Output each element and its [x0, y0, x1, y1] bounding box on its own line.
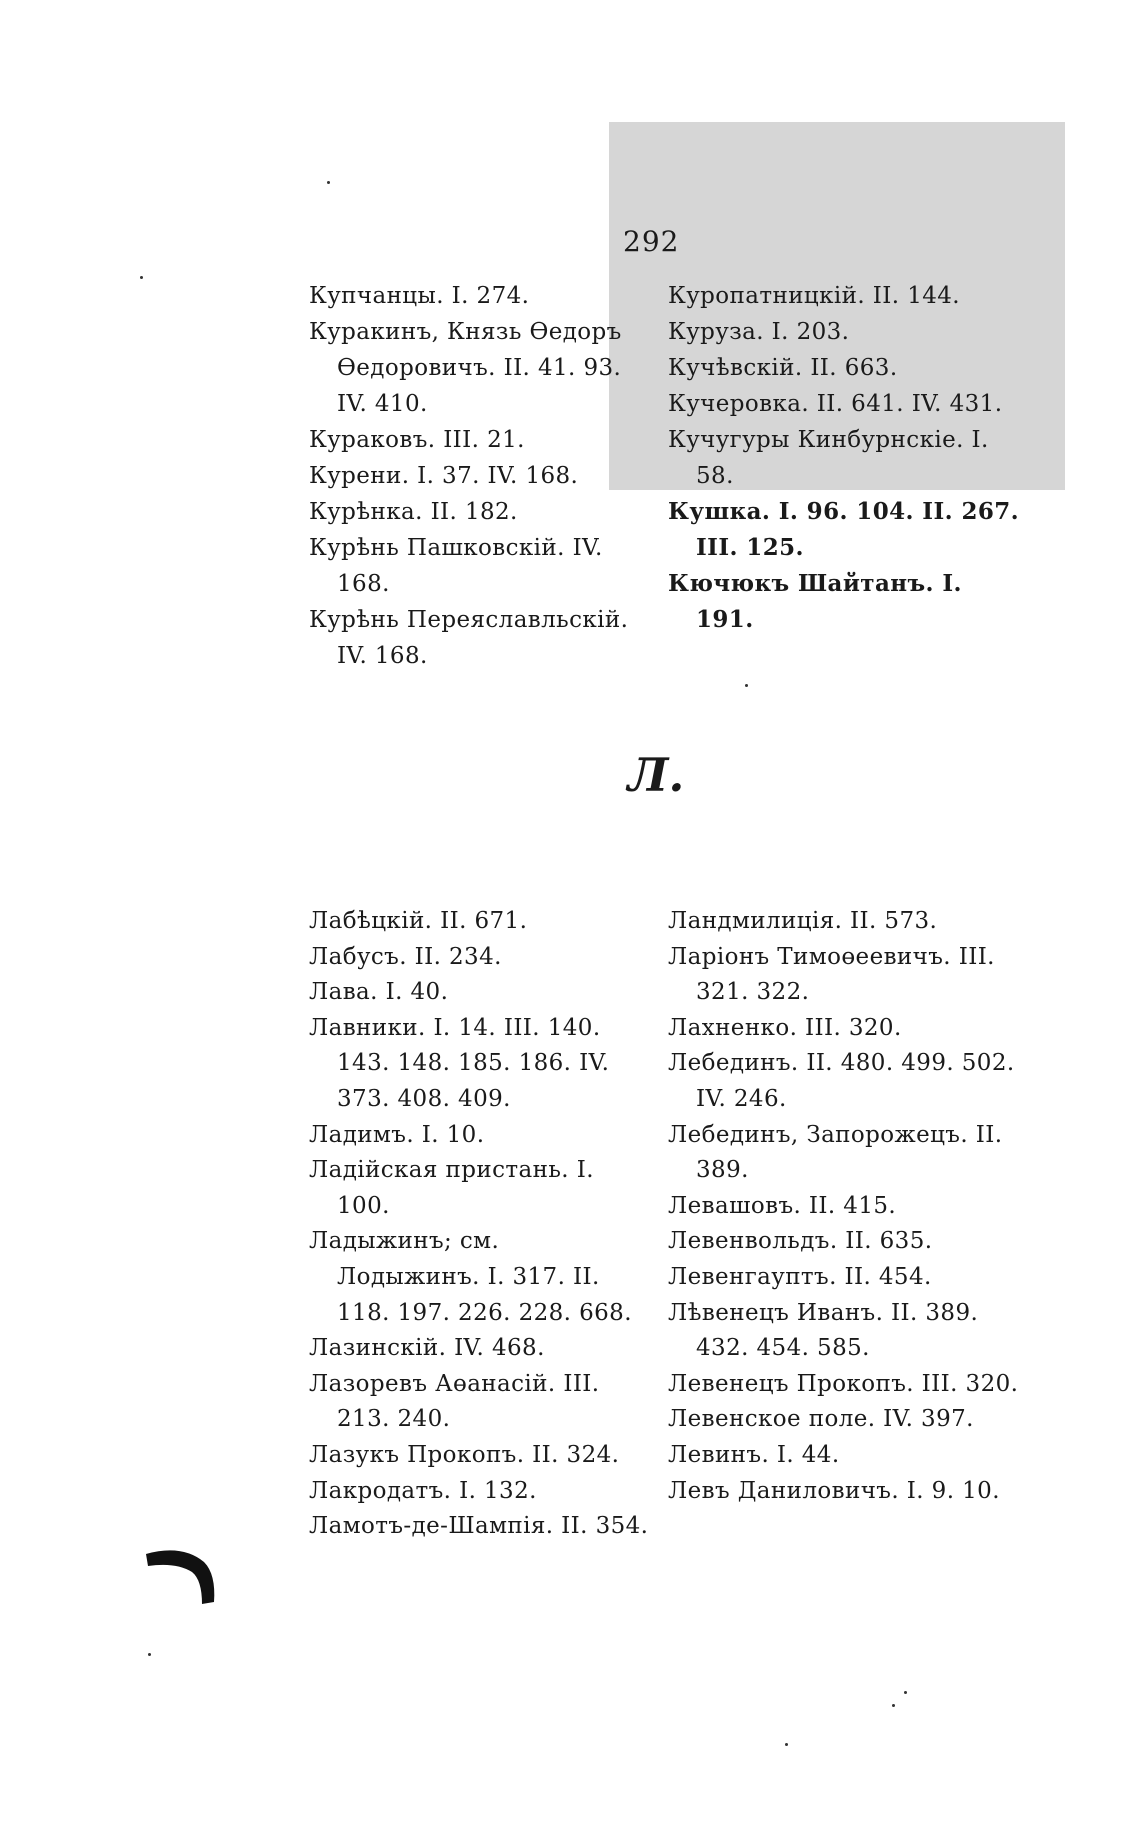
index-entry: Левенгауптъ. II. 454. — [668, 1263, 932, 1290]
index-entry: Курѣнка. II. 182. — [309, 499, 518, 525]
index-entry: Лебединъ, Запорожецъ. II. 389. — [668, 1121, 1003, 1184]
index-entry: Ландмилиція. II. 573. — [668, 908, 938, 934]
index-entry: Куруза. I. 203. — [668, 319, 850, 345]
scan-speck — [327, 181, 330, 184]
index-column-bottom-left — [309, 904, 649, 1545]
page-number: 292 — [623, 225, 680, 258]
index-entry: Куропатницкій. II. 144. — [668, 283, 961, 309]
scan-speck — [904, 1691, 907, 1694]
section-heading-letter: Л. — [627, 748, 685, 802]
scan-speck — [148, 1653, 151, 1656]
index-entry: Лѣвенецъ Иванъ. II. 389. 432. 454. 585. — [668, 1299, 979, 1362]
index-entry: Лазукъ Прокопъ. II. 324. — [309, 1441, 620, 1468]
index-entry: Лабусъ. II. 234. — [309, 943, 502, 970]
scan-speck — [785, 1743, 788, 1746]
scan-artifact-hook — [142, 1540, 222, 1610]
index-entry: Курѣнь Пашковскій. IV. 168. — [309, 535, 603, 597]
index-entry: Левенвольдъ. II. 635. — [668, 1228, 933, 1255]
scan-speck — [745, 684, 748, 687]
index-entry: Лазоревъ Аөанасій. III. 213. 240. — [309, 1370, 600, 1433]
index-entry: Курени. I. 37. IV. 168. — [309, 463, 579, 489]
index-entry: Лебединъ. II. 480. 499. 502. IV. 246. — [668, 1050, 1015, 1112]
index-entry: Левашовъ. II. 415. — [668, 1192, 897, 1219]
index-entry: Ладимъ. I. 10. — [309, 1121, 485, 1148]
index-column-top-left — [309, 278, 649, 674]
index-entry: Кючюкъ Шайтанъ. I. 191. — [668, 570, 962, 633]
index-entry: Лазинскій. IV. 468. — [309, 1335, 545, 1362]
index-entry: Кучѣвскій. II. 663. — [668, 355, 898, 381]
index-entry: Ладыжинъ; см. Лодыжинъ. I. 317. II. 118. 197. 226. 228. 668. — [309, 1228, 632, 1326]
index-entry: Лакродатъ. I. 132. — [309, 1477, 537, 1504]
scan-speck — [892, 1704, 895, 1707]
index-entry: Левенское поле. IV. 397. — [668, 1406, 974, 1433]
index-entry: Купчанцы. I. 274. — [309, 283, 530, 309]
index-entry: Кушка. I. 96. 104. II. 267. III. 125. — [668, 498, 1020, 561]
index-entry: Левинъ. I. 44. — [668, 1441, 840, 1468]
index-entry: Лахненко. III. 320. — [668, 1014, 902, 1041]
index-entry: Лавники. I. 14. III. 140. 143. 148. 185. 186. IV. 373. 408. 409. — [309, 1014, 610, 1112]
index-entry: Ламотъ-де-Шампія. II. 354. — [309, 1513, 649, 1540]
index-entry: Ларіонъ Тимоөеевичъ. III. 321. 322. — [668, 943, 995, 1006]
index-entry: Курѣнь Переяславльскій. IV. 168. — [309, 607, 629, 669]
index-entry: Кучугуры Кинбурнскіе. I. 58. — [668, 427, 989, 489]
index-entry: Ладійская пристань. I. 100. — [309, 1157, 594, 1219]
index-entry: Куракинъ, Князь Өедоръ Өедоровичъ. II. 41. 93. IV. 410. — [309, 319, 622, 417]
index-entry: Левъ Даниловичъ. I. 9. 10. — [668, 1477, 1000, 1504]
index-column-bottom-right — [668, 904, 1020, 1509]
index-entry: Лава. I. 40. — [309, 979, 449, 1006]
index-entry: Лабѣцкій. II. 671. — [309, 908, 528, 934]
index-entry: Левенецъ Прокопъ. III. 320. — [668, 1370, 1019, 1397]
scan-speck — [140, 276, 143, 279]
index-entry: Кураковъ. III. 21. — [309, 427, 525, 453]
index-entry: Кучеровка. II. 641. IV. 431. — [668, 391, 1003, 417]
index-column-top-right — [668, 278, 1020, 638]
